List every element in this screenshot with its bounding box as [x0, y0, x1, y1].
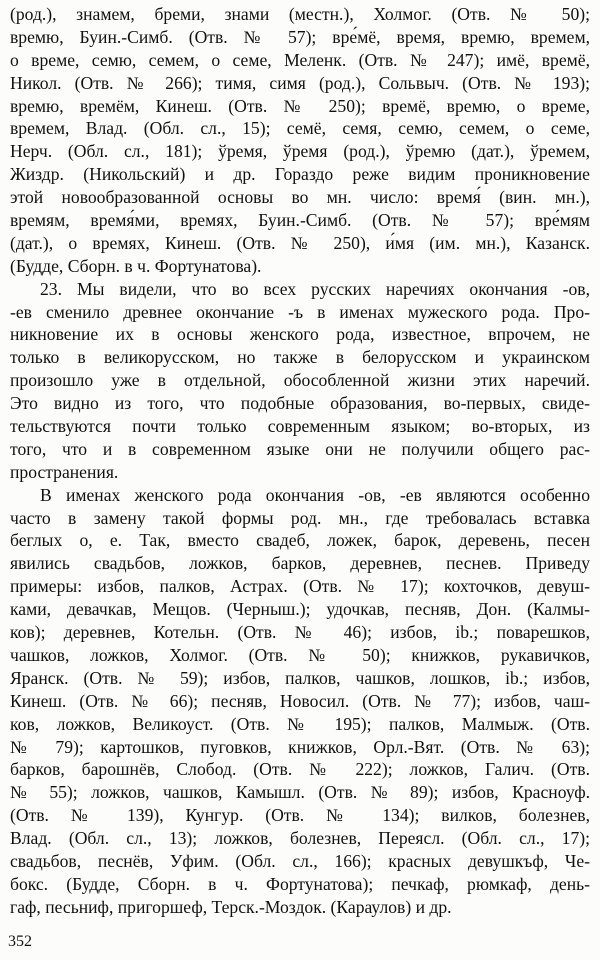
text-line: (Будде, Сборн. в ч. Фортунатова).	[10, 255, 262, 276]
paragraph-first-line: В именах женского рода окончания -ов, -ев являются особенно	[40, 484, 590, 505]
text-line: времем, Влад. (Обл. сл., 15); семё, семя, семю, семем, о семе,	[10, 118, 590, 139]
text-line: тельствуются почти только современным языком; во-вторых, из	[10, 416, 590, 437]
text-line: -ев сменило древнее окончание -ъ в именах мужеского рода. Про-	[10, 301, 590, 322]
text-line: № 79); картошков, пуговков, книжков, Орл.-Вят. (Отв. № 63);	[10, 736, 590, 757]
text-line: о време, семю, семем, о семе, Меленк. (Отв. № 247); имё, времё,	[10, 49, 590, 70]
text-line: времям, время́ми, времях, Буин.-Симб. (Отв. № 57); вре́мям	[10, 210, 590, 231]
text-line: чашков, ложков, Холмог. (Отв. № 50); книжков, рукавичков,	[10, 644, 590, 665]
text-line: Это видно из того, что подобные образования, во-первых, свиде-	[10, 393, 590, 414]
text-line: гаф, песьниф, пригоршеф, Терск.-Моздок. (Караулов) и др.	[10, 896, 452, 917]
paragraph-23-first-line: 23. Мы видели, что во всех русских наречиях окончания -ов,	[40, 278, 590, 299]
text-line: этой новообразованной основы во мн. число: время́ (вин. мн.),	[10, 187, 590, 208]
text-line: (род.), знамем, бреми, знами (местн.), Холмог. (Отв. № 50);	[10, 4, 590, 24]
text-line: № 55); ложков, чашков, Камышл. (Отв. № 89); избов, Красноуф.	[10, 782, 590, 803]
text-line: времю, времём, Кинеш. (Отв. № 250); времё, времю, о време,	[10, 95, 590, 116]
text-line: Кинеш. (Отв. № 66); песняв, Новосил. (Отв. № 77); избов, чаш-	[10, 690, 590, 711]
text-line: пространения.	[10, 461, 119, 482]
text-line: произошло уже в отдельной, обособленной жизни этих наречий.	[10, 370, 590, 391]
body-text	[10, 3, 590, 919]
text-line: Яранск. (Отв. № 59); избов, палков, чашков, лошков, ib.; избов,	[10, 667, 590, 688]
text-line: того, что и в современном языке они не получили общего рас-	[10, 438, 590, 459]
text-line: Влад. (Обл. сл., 13); ложков, болезнев, Переясл. (Обл. сл., 17);	[10, 828, 590, 849]
text-line: ками, девачкав, Мещов. (Черныш.); удочкав, песняв, Дон. (Калмы-	[10, 599, 590, 620]
text-line: беглых о, е. Так, вместо свадеб, ложек, барок, деревень, песен	[10, 530, 590, 551]
text-line: свадьбов, песнёв, Уфим. (Обл. сл., 166); красных девушкъф, Че-	[10, 850, 590, 871]
text-line: никновение их в основы женского рода, известное, впрочем, не	[10, 324, 590, 345]
text-line: Никол. (Отв. № 266); тимя, симя (род.), Сольвыч. (Отв. № 193);	[10, 72, 590, 93]
text-line: Жиздр. (Никольский) и др. Гораздо реже видим проникновение	[10, 164, 590, 185]
text-line: времю, Буин.-Симб. (Отв. № 57); вре́мё, время, времю, времем,	[10, 26, 590, 47]
text-line: явились свадьбов, ложков, барков, деревнев, песнев. Приведу	[10, 553, 590, 574]
text-line: часто в замену такой формы род. мн., где требовалась вставка	[10, 507, 590, 528]
text-line: (дат.), о времях, Кинеш. (Отв. № 250), и́мя (им. мн.), Казанск.	[10, 232, 590, 253]
text-line: Нерч. (Обл. сл., 181); ўремя, ўремя (род.), ўремю (дат.), ўремем,	[10, 141, 590, 162]
page-number: 352	[8, 933, 32, 950]
text-line: (Отв. № 139), Кунгур. (Отв. № 134); вилков, болезнев,	[10, 805, 590, 826]
text-line: барков, барошнёв, Слобод. (Отв. № 222); ложков, Галич. (Отв.	[10, 759, 590, 780]
text-line: примеры: избов, палков, Астрах. (Отв. № 17); кохточков, девуш-	[10, 576, 590, 597]
text-line: ков); деревнев, Котельн. (Отв. № 46); избов, ib.; поварешков,	[10, 622, 590, 643]
text-line: только в великорусском, но также в белорусском и украинском	[10, 347, 590, 368]
text-line: ков, ложков, Великоуст. (Отв. № 195); палков, Малмыж. (Отв.	[10, 713, 590, 734]
text-line: бокс. (Будде, Сборн. в ч. Фортунатова); печкаф, рюмкаф, день-	[10, 873, 590, 894]
